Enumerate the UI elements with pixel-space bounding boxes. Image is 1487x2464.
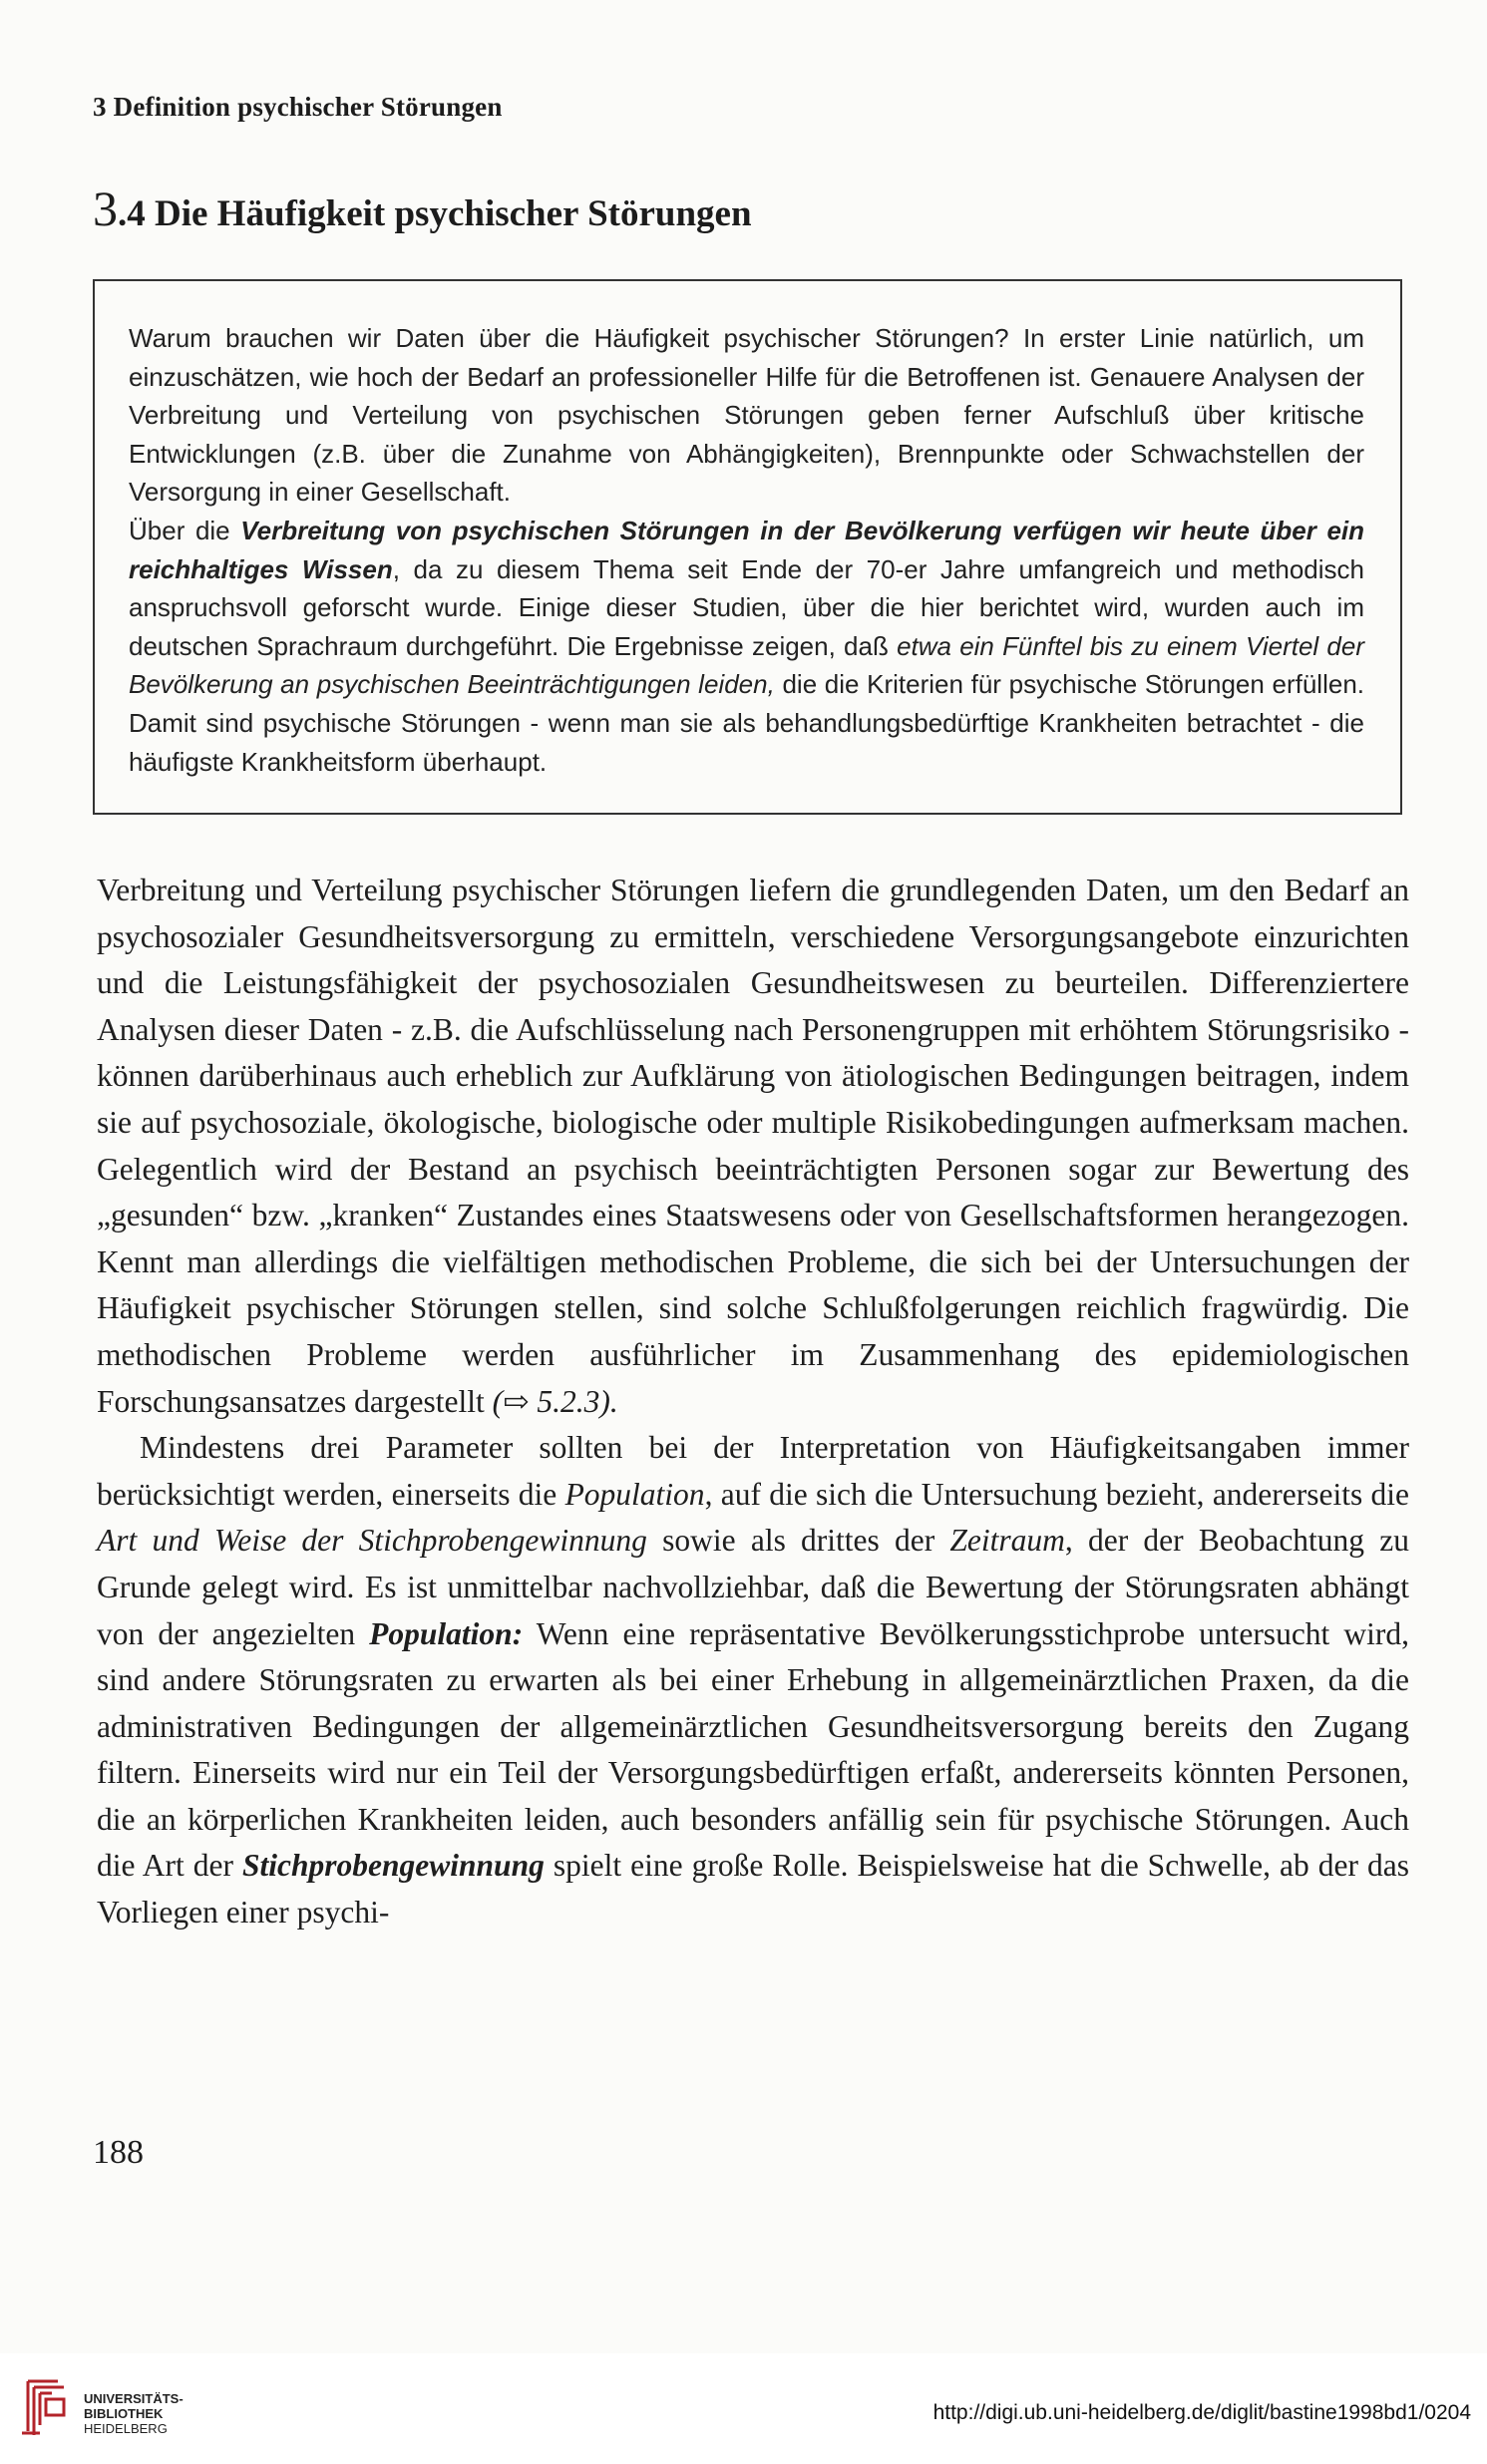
summary-emphasis: Verbreitung von psychischen Störungen in der Bevölkerung verfügen wir heute über ein reichhaltiges Wissen (129, 515, 1365, 584)
summary-text: , da zu diesem Thema seit Ende der 70-er Jahre umfangreich und methodisch anspruchsvoll geforscht wurde. Einige dieser Studien, über die hier berichtet wird, wurden auch im deutschen Sprachraum durchgeführt. Die Ergebnisse zeigen, daß (129, 553, 1364, 661)
permalink-url[interactable]: http://digi.ub.uni-heidelberg.de/diglit/bastine1998bd1/0204 (932, 2401, 1471, 2424)
cross-reference-link[interactable]: (⇨ 5.2.3). (492, 1383, 618, 1419)
page-number: 188 (93, 2134, 144, 2171)
body-text: , auf die sich die Untersuchung bezieht, andererseits die (704, 1476, 1409, 1512)
digitization-footer (0, 2353, 1487, 2464)
summary-paragraph-1: Warum brauchen wir Daten über die Häufigkeit psychischer Störungen? In erster Linie natürlich, um einzuschätzen, wie hoch der Bedarf an professioneller Hilfe für die Betroffenen ist. Genauere Analysen der Verbreitung und Verteilung von psychischen Störungen geben ferner Aufschluß über kritische Entwicklungen (z.B. über die Zunahme von Abhängigkeiten), Brennpunkte oder Schwachstellen der Versorgung in einer Gesellschaft. (129, 323, 1364, 508)
running-head: 3 Definition psychischer Störungen (93, 92, 503, 122)
library-logo-text (84, 2391, 184, 2436)
body-paragraph-1 (97, 868, 1409, 1425)
term-zeitraum: Zeitraum (949, 1523, 1065, 1559)
library-logo[interactable] (18, 2375, 207, 2445)
body-text: Wenn eine repräsentative Bevölkerungsstichprobe untersucht wird, sind andere Störungsraten zu erwarten als bei einer Erhebung in allgemeinärztlichen Praxen, da die administrativen Bedingungen der allgemeinärztlichen Gesundheitsversorgung bereits den Zugang filtern. Einerseits wird nur ein Teil der Versorgungsbedürftigen erfaßt, andererseits könnten Personen, die an körperlichen Krankheiten leiden, auch besonders anfällig sein für psychische Störungen. Auch die Art der (97, 1615, 1410, 1884)
body-text: , der der Beobachtung zu Grunde gelegt wird. Es ist unmittelbar nachvollziehbar, daß die Bewertung der Störungsraten abhängt von der angezielten (97, 1523, 1409, 1651)
section-number-minor: .4 (118, 193, 146, 234)
logo-line: HEIDELBERG (84, 2421, 168, 2436)
term-population-bold: Population: (369, 1615, 524, 1651)
body-text: Verbreitung und Verteilung psychischer Störungen liefern die grundlegenden Daten, um den Bedarf an psychosozialer Gesundheitsversorgung zu ermitteln, verschiedene Versorgungsangebote einzurichten und die Leistungsfähigkeit der psychosozialen Gesundheitswesen zu beurteilen. Differenziertere Analysen dieser Daten - z.B. die Aufschlüsselung nach Personengruppen mit erhöhtem Störungsrisiko - können darüberhinaus auch erheblich zur Aufklärung von ätiologischen Bedingungen beitragen, indem sie auf psychosoziale, ökologische, biologische oder multiple Risikobedingungen aufmerksam machen. Gelegentlich wird der Bestand an psychisch beeinträchtigten Personen sogar zur Bewertung des „gesunden“ bzw. „kranken“ Zustandes eines Staatswesens oder von Gesellschaftsformen herangezogen. Kennt man allerdings die vielfältigen methodischen Probleme, die sich bei der Untersuchungen der Häufigkeit psychischer Störungen stellen, sind solche Schlußfolgerungen reichlich fragwürdig. Die methodischen Probleme werden ausführlicher im Zusammenhang des epidemiologischen Forschungsansatzes dargestellt (97, 873, 1409, 1419)
section-title (93, 179, 752, 237)
term-stichprobengewinnung-bold: Stichprobengewinnung (242, 1848, 545, 1884)
summary-italic: etwa ein Fünftel bis zu einem Viertel der Bevölkerung an psychischen Beeinträchtigungen leiden, (129, 630, 1364, 700)
body-text: Mindestens drei Parameter sollten bei der Interpretation von Häufigkeitsangaben immer berücksichtigt werden, einerseits die (97, 1430, 1409, 1512)
section-heading: Die Häufigkeit psychischer Störungen (155, 193, 752, 234)
term-population: Population (564, 1476, 705, 1512)
term-art-und-weise: Art und Weise der Stichprobengewinnung (97, 1523, 647, 1559)
section-number-major: 3 (93, 180, 118, 236)
logo-line: BIBLIOTHEK (84, 2406, 164, 2421)
logo-line: UNIVERSITÄTS- (84, 2391, 184, 2406)
summary-text: die die Kriterien für psychische Störungen erfüllen. Damit sind psychische Störungen - wenn man sie als behandlungsbedürftige Krankheiten betrachtet - die häufigste Krankheitsform überhaupt. (129, 669, 1364, 777)
summary-paragraph-2 (129, 512, 1364, 781)
body-text: spielt eine große Rolle. Beispielsweise hat die Schwelle, ab der das Vorliegen einer psychi- (97, 1848, 1409, 1931)
summary-box (93, 279, 1402, 815)
body-paragraph-2 (97, 1425, 1409, 1936)
library-logo-icon (18, 2375, 70, 2439)
summary-text: Über die (129, 515, 241, 545)
main-text (97, 868, 1409, 1936)
body-text: sowie als drittes der (646, 1523, 950, 1559)
